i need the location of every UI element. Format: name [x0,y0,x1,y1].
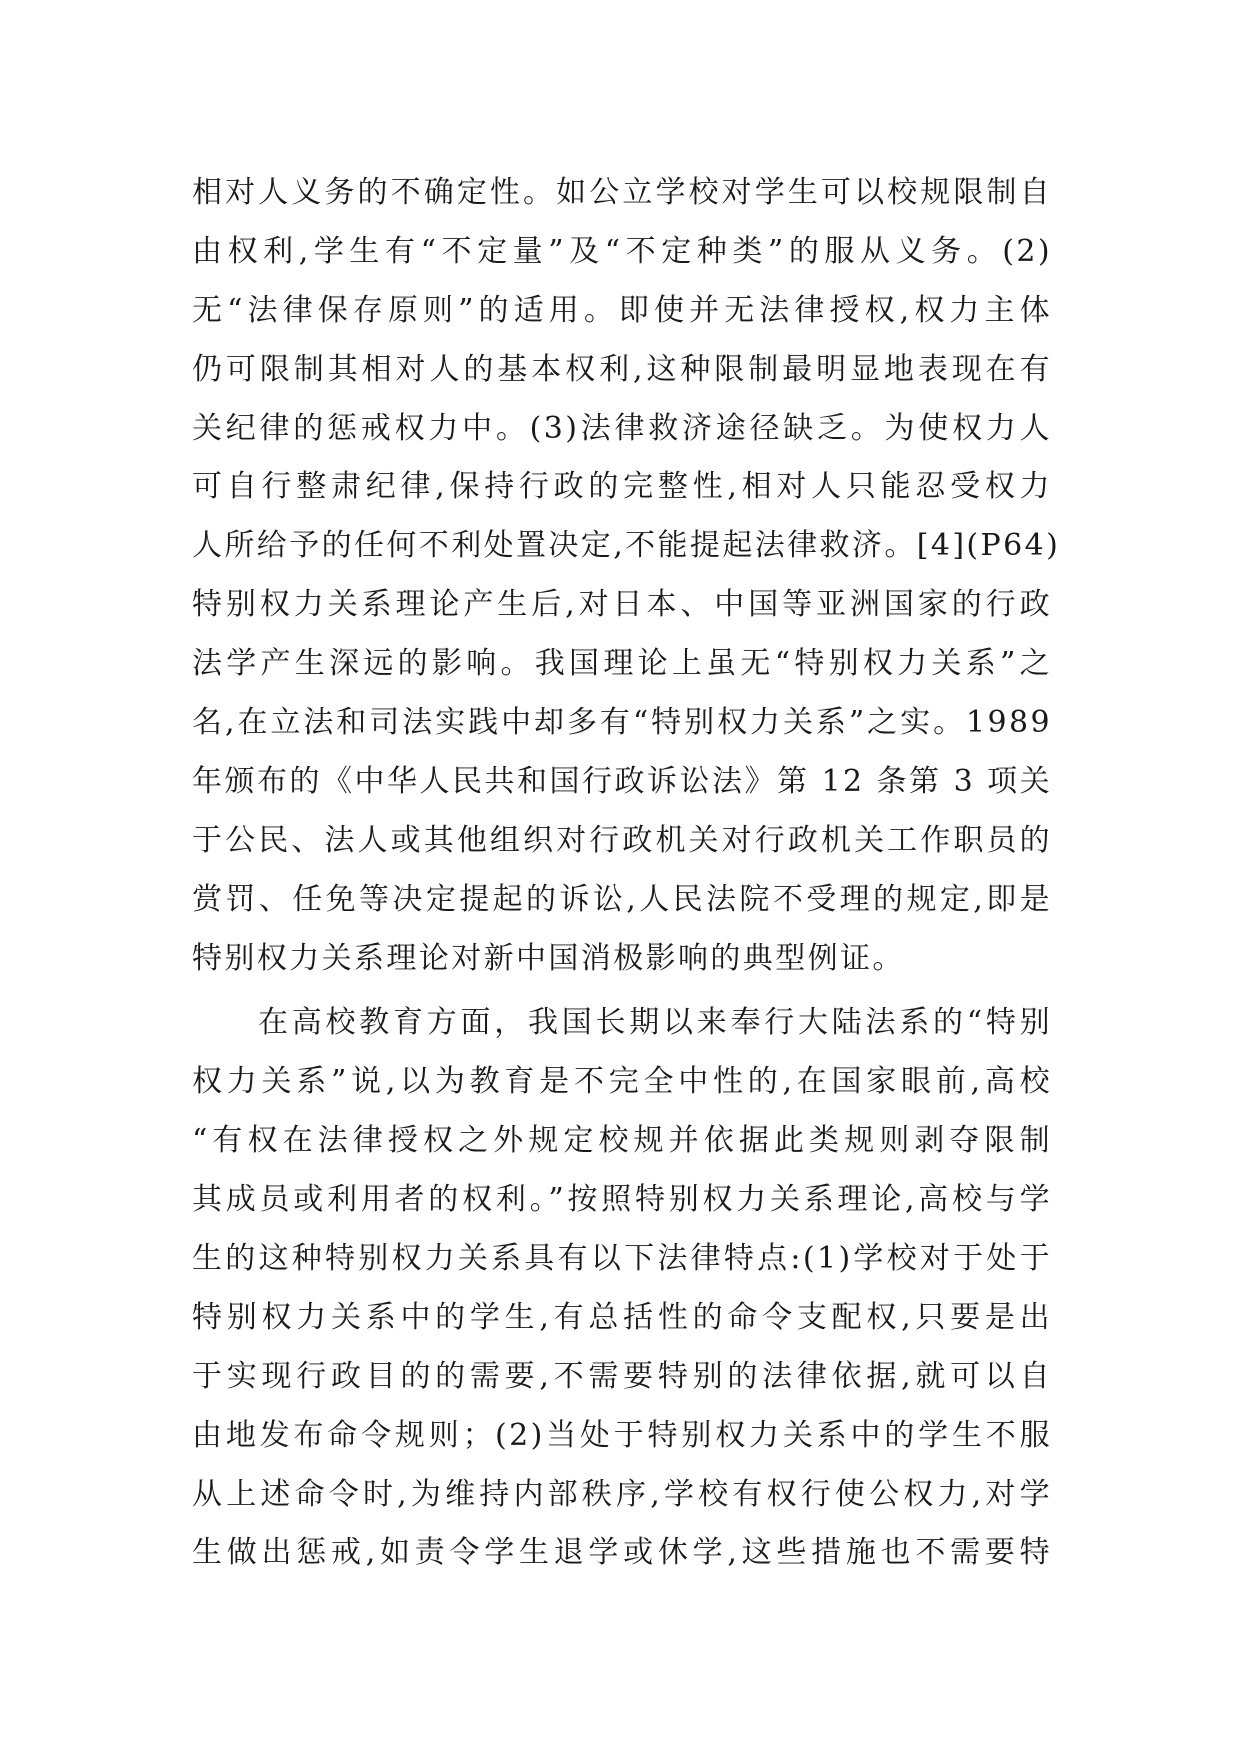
text-line: 于公民、法人或其他组织对行政机关对行政机关工作职员的 [192,822,1052,858]
text-line: 无“法律保存原则”的适用。即使并无法律授权,权力主体 [192,292,1052,328]
text-line: 其成员或利用者的权利。”按照特别权力关系理论,高校与学 [192,1182,1052,1218]
text-line: 由权利,学生有“不定量”及“不定种类”的服从义务。(2) [192,233,1052,269]
text-line: 特别权力关系理论对新中国消极影响的典型例证。 [192,940,905,976]
text-line: 年颁布的《中华人民共和国行政诉讼法》第 12 条第 3 项关 [192,763,1052,799]
body-text [192,164,1061,1583]
text-line: “有权在法律授权之外规定校规并依据此类规则剥夺限制 [192,1123,1052,1159]
text-line: 赏罚、任免等决定提起的诉讼,人民法院不受理的规定,即是 [192,881,1052,917]
paragraph-1 [192,164,1061,988]
text-line: 由地发布命令规则；(2)当处于特别权力关系中的学生不服 [192,1417,1052,1453]
text-line: 特别权力关系理论产生后,对日本、中国等亚洲国家的行政 [192,587,1052,623]
text-line: 法学产生深远的影响。我国理论上虽无“特别权力关系”之 [192,646,1052,682]
text-line: 名,在立法和司法实践中却多有“特别权力关系”之实。1989 [192,705,1052,741]
text-line: 特别权力关系中的学生,有总括性的命令支配权,只要是出 [192,1299,1052,1335]
text-line: 仍可限制其相对人的基本权利,这种限制最明显地表现在有 [192,351,1052,387]
text-line: 生做出惩戒,如责令学生退学或休学,这些措施也不需要特 [192,1535,1052,1571]
text-line: 相对人义务的不确定性。如公立学校对学生可以校规限制自 [192,175,1052,210]
text-line: 可自行整肃纪律,保持行政的完整性,相对人只能忍受权力 [192,469,1052,505]
text-line: 关纪律的惩戒权力中。(3)法律救济途径缺乏。为使权力人 [192,410,1052,446]
text-line: 权力关系”说,以为教育是不完全中性的,在国家眼前,高校 [192,1064,1052,1100]
paragraph-2 [192,994,1052,1583]
text-line: 在高校教育方面，我国长期以来奉行大陆法系的“特别 [258,1005,1052,1041]
text-line: 于实现行政目的的需要,不需要特别的法律依据,就可以自 [192,1358,1052,1394]
text-line: 生的这种特别权力关系具有以下法律特点:(1)学校对于处于 [192,1241,1052,1277]
text-line: 人所给予的任何不利处置决定,不能提起法律救济。[4](P64) [192,528,1061,564]
text-line: 从上述命令时,为维持内部秩序,学校有权行使公权力,对学 [192,1476,1052,1512]
